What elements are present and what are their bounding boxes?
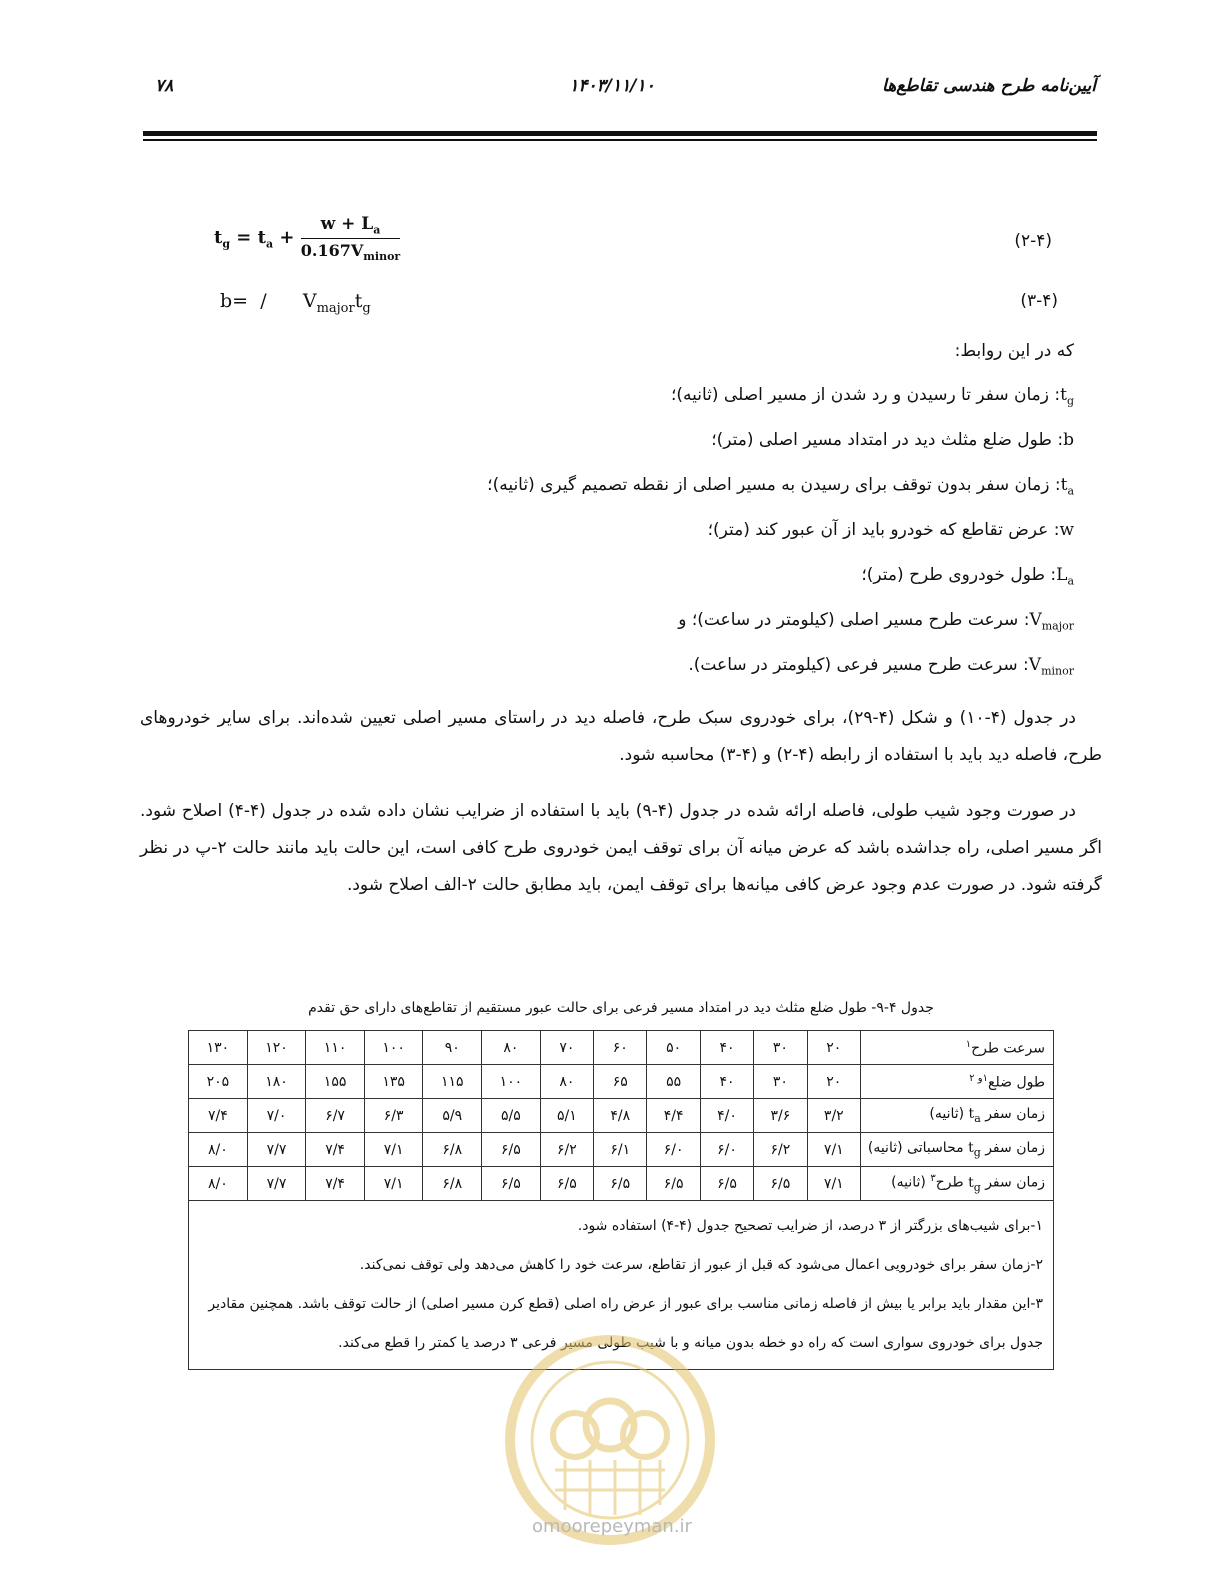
table-cell: ۳/۲ (807, 1099, 860, 1133)
table-note: ۳-این مقدار باید برابر یا بیش از فاصله زمانی مناسب برای عبور از عرض راه اصلی (قطع کرن مسیر اصلی) از حالت توقف باشد. همچنین مقادیر جدول برای خودروی سواری است که راه دو خطه بدون میانه و با شیب طولی مسیر فرعی ۳ درصد یا کمتر را قطع می‌کند. (208, 1296, 1043, 1351)
equation-number-2: (۳-۴) (1020, 291, 1058, 311)
table-cell: ۱۰۰ (482, 1065, 541, 1099)
table-cell: ۹۰ (423, 1031, 482, 1065)
table-cell: ۵۵ (647, 1065, 700, 1099)
table-cell: ۸/۰ (189, 1167, 248, 1201)
header-date: ۱۴۰۳/۱۱/۱۰ (569, 76, 655, 96)
header-title: آیین‌نامه طرح هندسی تقاطع‌ها (882, 76, 1096, 96)
table-row (189, 1065, 1054, 1099)
table-cell: ۸۰ (482, 1031, 541, 1065)
table-cell: ۴۰ (700, 1031, 753, 1065)
equation-number-1: (۲-۴) (1014, 231, 1052, 251)
row-header: زمان سفر $t_g$ طرح$^۳$ (ثانیه) (861, 1167, 1054, 1201)
definition-text: : عرض تقاطع که خودرو باید از آن عبور کند (متر)؛ (707, 520, 1060, 540)
table-row (189, 1031, 1054, 1065)
definition-symbol: b (1063, 430, 1074, 450)
equation-fraction: $\frac{w + L_a}{0.167V_{minor}}$ (300, 214, 401, 264)
equation-b: b= / $V_{major}t_g$ (220, 290, 371, 316)
table-cell: ۱۱۵ (423, 1065, 482, 1099)
table-cell: ۲۰ (807, 1031, 860, 1065)
table-cell: ۶/۵ (482, 1133, 541, 1167)
table-cell: ۷/۴ (306, 1167, 365, 1201)
row-header: سرعت طرح$^۱$ (861, 1031, 1054, 1065)
table-cell: ۶/۸ (423, 1167, 482, 1201)
table-cell: ۳۰ (754, 1065, 807, 1099)
definition-text: : زمان سفر تا رسیدن و رد شدن از مسیر اصلی (ثانیه)؛ (670, 385, 1061, 405)
table-note: ۱-برای شیب‌های بزرگتر از ۳ درصد، از ضرایب تصحیح جدول (۴-۴) استفاده شود. (577, 1218, 1043, 1234)
table-cell: ۱۳۰ (189, 1031, 248, 1065)
definition-item (711, 430, 1074, 452)
table-cell: ۶/۷ (306, 1099, 365, 1133)
table-row (189, 1099, 1054, 1133)
table-cell: ۷/۰ (247, 1099, 306, 1133)
table-cell: ۸۰ (540, 1065, 593, 1099)
table-cell: ۶/۵ (700, 1167, 753, 1201)
sight-distance-table (188, 1030, 1054, 1370)
definition-symbol: $V_{minor}$ (1028, 655, 1074, 678)
definition-symbol: $t_g$ (1060, 385, 1074, 408)
table-cell: ۴/۸ (594, 1099, 647, 1133)
table-cell: ۳۰ (754, 1031, 807, 1065)
header-rule (143, 131, 1097, 136)
definition-symbol: $V_{major}$ (1029, 610, 1074, 633)
row-header: زمان سفر $t_a$ (ثانیه) (861, 1099, 1054, 1133)
table-cell: ۵/۵ (482, 1099, 541, 1133)
table-row (189, 1167, 1054, 1201)
page-number: ۷۸ (155, 76, 174, 96)
table-cell: ۴۰ (700, 1065, 753, 1099)
table-cell: ۴/۰ (700, 1099, 753, 1133)
table-cell: ۷/۱ (807, 1167, 860, 1201)
table-cell: ۷۰ (540, 1031, 593, 1065)
table-cell: ۶/۲ (754, 1133, 807, 1167)
watermark-site: omoorepeyman.ir (532, 1516, 692, 1537)
table-cell: ۱۰۰ (364, 1031, 423, 1065)
definition-item (487, 475, 1074, 497)
table-cell: ۶/۵ (540, 1167, 593, 1201)
table-cell: ۷/۱ (364, 1167, 423, 1201)
definition-text: : طول ضلع مثلث دید در امتداد مسیر اصلی (متر)؛ (711, 430, 1064, 450)
definition-text: : طول خودروی طرح (متر)؛ (861, 565, 1057, 585)
table-cell: ۶۰ (594, 1031, 647, 1065)
table-cell: ۶/۰ (700, 1133, 753, 1167)
table-cell: ۶/۲ (540, 1133, 593, 1167)
table-cell: ۷/۴ (189, 1099, 248, 1133)
definition-item (861, 565, 1074, 587)
definition-item (671, 385, 1074, 407)
table-cell: ۶/۸ (423, 1133, 482, 1167)
row-header: طول ضلع$^{۱و ۲}$ (861, 1065, 1054, 1099)
table-cell: ۱۵۵ (306, 1065, 365, 1099)
table-cell: ۵۰ (647, 1031, 700, 1065)
table-cell: ۲۰۵ (189, 1065, 248, 1099)
definition-text: : سرعت طرح مسیر فرعی (کیلومتر در ساعت). (688, 655, 1029, 675)
definition-symbol: $L_a$ (1056, 565, 1074, 588)
table-cell: ۱۱۰ (306, 1031, 365, 1065)
table-cell: ۷/۷ (247, 1167, 306, 1201)
definition-text: : زمان سفر بدون توقف برای رسیدن به مسیر اصلی از نقطه تصمیم گیری (ثانیه)؛ (487, 475, 1061, 495)
definition-symbol: $t_a$ (1060, 475, 1074, 498)
definition-item (678, 610, 1074, 632)
table-cell: ۵/۱ (540, 1099, 593, 1133)
paragraph-1: در جدول (۴-۱۰) و شکل (۴-۲۹)، برای خودروی سبک طرح، فاصله دید در راستای مسیر اصلی تعیین شده‌اند. برای سایر خودروهای طرح، فاصله دید باید با استفاده از رابطه (۴-۲) و (۴-۳) محاسبه شود. (140, 708, 1102, 765)
table-cell: ۷/۷ (247, 1133, 306, 1167)
row-header: زمان سفر $t_g$ محاسباتی (ثانیه) (861, 1133, 1054, 1167)
table-cell: ۶/۵ (594, 1167, 647, 1201)
table-cell: ۶/۵ (754, 1167, 807, 1201)
definition-symbol: w (1059, 520, 1074, 540)
table-cell: ۶۵ (594, 1065, 647, 1099)
table-cell: ۲۰ (807, 1065, 860, 1099)
equation-tg: $t_g = t_a$ + $\frac{w + L_a}{0.167V_{minor}}$ (214, 214, 401, 264)
table-cell: ۶/۱ (594, 1133, 647, 1167)
table-cell: ۱۸۰ (247, 1065, 306, 1099)
table-cell: ۵/۹ (423, 1099, 482, 1133)
paragraph-2: در صورت وجود شیب طولی، فاصله ارائه شده در جدول (۴-۹) باید با استفاده از ضرایب نشان داده شده در جدول (۴-۴) اصلاح شود. اگر مسیر اصلی، راه جداشده باشد که عرض میانه آن برای توقف ایمن خودروی طرح کافی است، این حالت باید مانند حالت ۲-پ در نظر گرفته شود. در صورت عدم وجود عرض کافی میانه‌ها برای توقف ایمن، باید مطابق حالت ۲-الف اصلاح شود. (140, 801, 1102, 895)
table-row (189, 1133, 1054, 1167)
definition-item (688, 655, 1074, 677)
table-caption: جدول ۴-۹- طول ضلع مثلث دید در امتداد مسیر فرعی برای حالت عبور مستقیم از تقاطع‌های دارای حق تقدم (308, 1000, 934, 1016)
header-rule-thin (143, 139, 1097, 141)
table-cell: ۳/۶ (754, 1099, 807, 1133)
table-cell: ۶/۳ (364, 1099, 423, 1133)
table-cell: ۱۲۰ (247, 1031, 306, 1065)
table-cell: ۴/۴ (647, 1099, 700, 1133)
table-cell: ۱۳۵ (364, 1065, 423, 1099)
table-cell: ۷/۱ (364, 1133, 423, 1167)
table-cell: ۷/۴ (306, 1133, 365, 1167)
definition-text: : سرعت طرح مسیر اصلی (کیلومتر در ساعت)؛ و (678, 610, 1030, 630)
definition-item (708, 520, 1074, 542)
table-cell: ۷/۱ (807, 1133, 860, 1167)
definitions-intro: که در این روابط: (954, 341, 1074, 361)
table-cell: ۶/۰ (647, 1133, 700, 1167)
table-cell: ۸/۰ (189, 1133, 248, 1167)
table-cell: ۶/۵ (647, 1167, 700, 1201)
table-cell: ۶/۵ (482, 1167, 541, 1201)
table-note: ۲-زمان سفر برای خودرویی اعمال می‌شود که قبل از عبور از تقاطع، سرعت خود را کاهش می‌دهد ولی توقف نمی‌کند. (359, 1257, 1043, 1273)
